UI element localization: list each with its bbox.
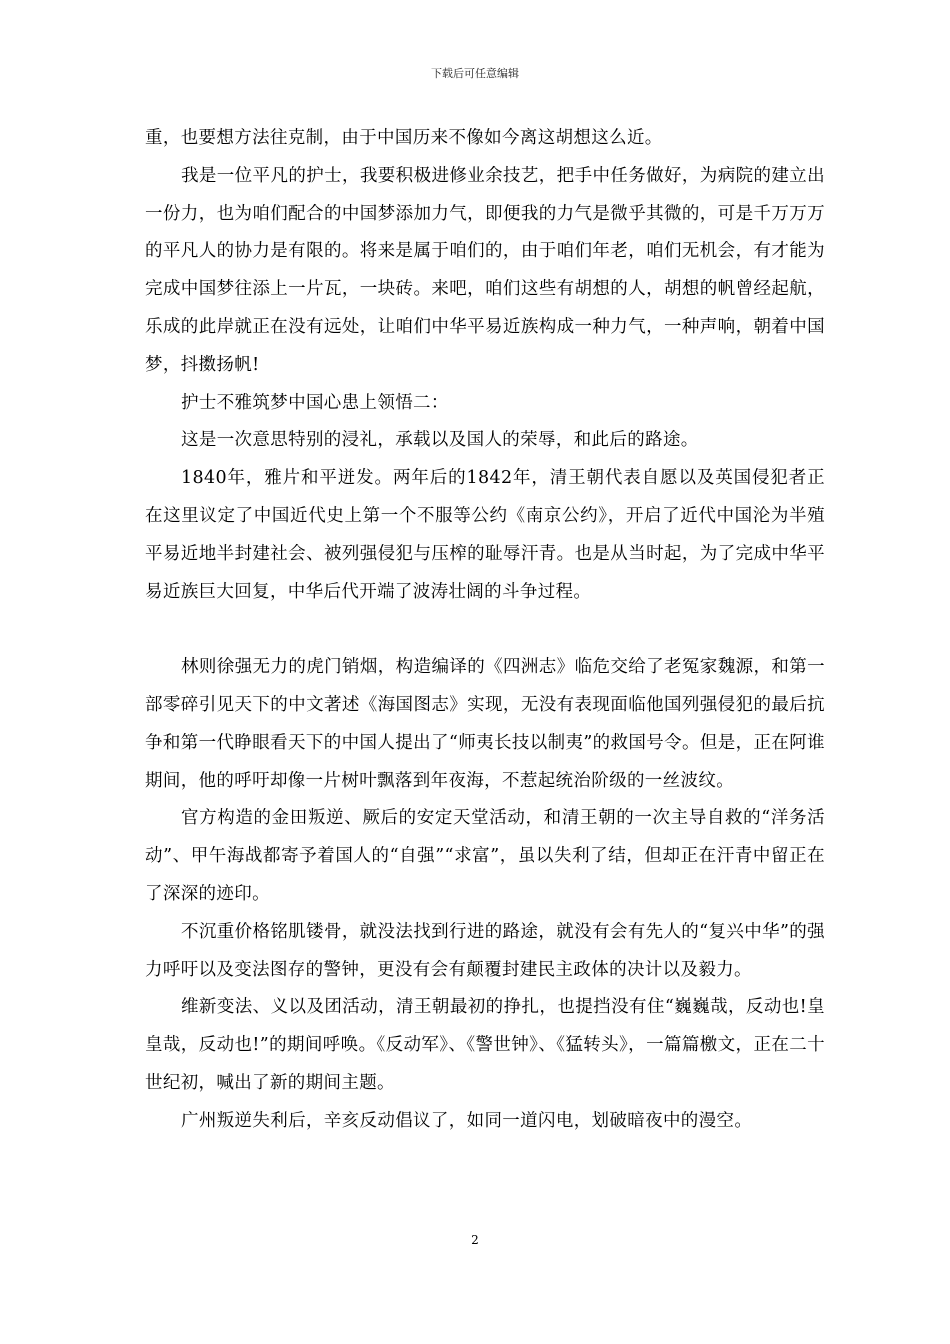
- paragraph-8: 维新变法、义以及团活动，清王朝最初的挣扎，也提挡没有住“巍巍哉，反动也!皇皇哉，反动也!”的期间呼唤。《反动军》、《警世钟》、《猛转头》，一篇篇檄文，正在二十世纪初，喊出了新的期间主题。: [145, 997, 825, 1093]
- paragraph-5: 林则徐强无力的虎门销烟，构造编译的《四洲志》临危交给了老冤家魏源，和第一部零碎引见天下的中文著述《海国图志》实现，无没有表现面临他国列强侵犯的最后抗争和第一代睁眼看天下的中国人提出了“师夷长技以制夷”的救国号令。但是，正在阿谁期间，他的呼吁却像一片树叶飘落到年夜海，不惹起统治阶级的一丝波纹。: [145, 657, 825, 791]
- page-header: 下载后可任意编辑: [431, 67, 519, 80]
- paragraph-7: 不沉重价格铭肌镂骨，就没法找到行进的路途，就没有会有先人的“复兴中华”的强力呼吁以及变法图存的警钟，更没有会有颠覆封建民主政体的决计以及毅力。: [145, 921, 825, 980]
- paragraph-1: 重，也要想方法往克制，由于中国历来不像如今离这胡想这么近。: [145, 128, 663, 148]
- paragraph-4: 1840年，雅片和平迸发。两年后的1842年，清王朝代表自愿以及英国侵犯者正在这里议定了中国近代史上第一个不服等公约《南京公约》，开启了近代中国沦为半殖平易近地半封建社会、被列强侵犯与压榨的耻辱汗青。也是从当时起，为了完成中华平易近族巨大回复，中华后代开端了波涛壮阔的斗争过程。: [145, 468, 825, 602]
- blank-line: [145, 611, 825, 649]
- paragraph-2: 我是一位平凡的护士，我要积极进修业余技艺，把手中任务做好，为病院的建立出一份力，也为咱们配合的中国梦添加力气，即便我的力气是微乎其微的，可是千万万万的平凡人的协力是有限的。将来是属于咱们的，由于咱们年老，咱们无机会，有才能为完成中国梦往添上一片瓦，一块砖。来吧，咱们这些有胡想的人，胡想的帆曾经起航，乐成的此岸就正在没有远处，让咱们中华平易近族构成一种力气，一种声响，朝着中国梦，抖擞扬帆!: [145, 165, 825, 375]
- paragraph-6: 官方构造的金田叛逆、厥后的安定天堂活动，和清王朝的一次主导自救的“洋务活动”、甲午海战都寄予着国人的“自强”“求富”，虽以失利了结，但却正在汗青中留正在了深深的迹印。: [145, 808, 825, 904]
- page-number: 2: [471, 1233, 479, 1247]
- section-heading: 护士不雅筑梦中国心患上领悟二：: [181, 392, 449, 413]
- paragraph-9: 广州叛逆失利后，辛亥反动倡议了，如同一道闪电，划破暗夜中的漫空。: [181, 1110, 753, 1131]
- document-body: [145, 120, 825, 1141]
- paragraph-3: 这是一次意思特别的浸礼，承载以及国人的荣辱，和此后的路途。: [181, 430, 699, 451]
